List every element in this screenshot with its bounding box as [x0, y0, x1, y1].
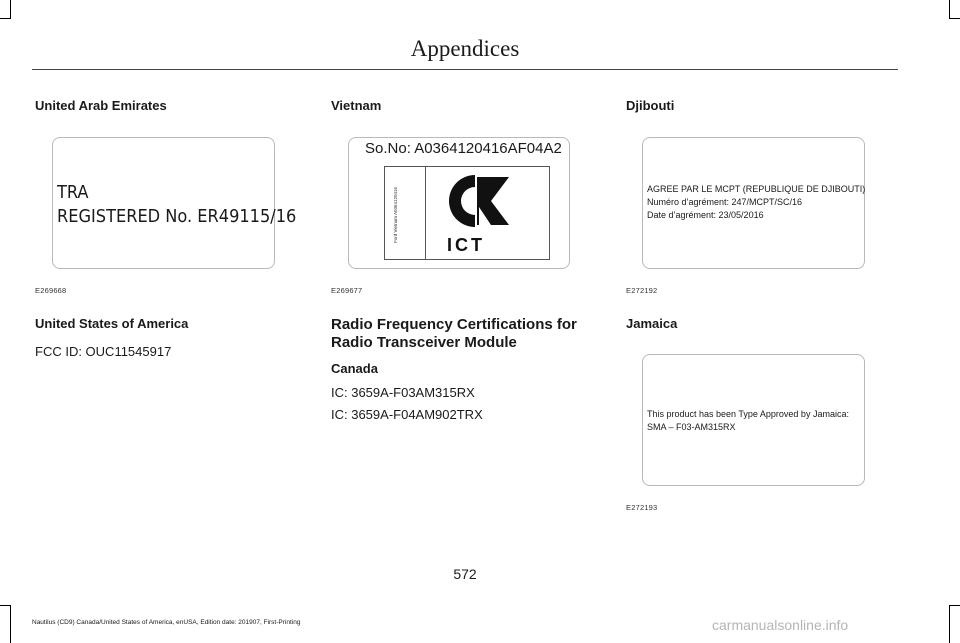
djibouti-figure-id: E272192 [626, 286, 658, 295]
vietnam-title: Vietnam [331, 98, 382, 113]
djibouti-title: Djibouti [626, 98, 675, 113]
uae-label-figure [52, 137, 297, 269]
djibouti-line-1: AGREE PAR LE MCPT (REPUBLIQUE DE DJIBOUTI) [647, 184, 866, 194]
uae-label-line-1: TRA [57, 182, 89, 203]
vietnam-figure-id: E269677 [331, 286, 363, 295]
usa-fcc-id: FCC ID: OUC11545917 [35, 344, 172, 359]
watermark-text: carmanualsonline.info [712, 617, 849, 633]
jamaica-line-1: This product has been Type Approved by Jamaica: [647, 409, 849, 419]
canada-ic-1: IC: 3659A-F03AM315RX [331, 385, 475, 400]
uae-title: United Arab Emirates [35, 98, 167, 113]
ict-logo-text: ICT [447, 235, 485, 255]
crop-mark-br-h [949, 605, 960, 606]
djibouti-line-2: Numéro d’agrément: 247/MCPT/SC/16 [647, 197, 803, 207]
crop-mark-tl-v [10, 0, 11, 18]
footer-edition-text: Nautilus (CD9) Canada/United States of America, enUSA, Edition date: 201907, First-Printing [32, 619, 301, 626]
jamaica-label-figure [642, 354, 865, 486]
crop-mark-br-v [949, 605, 950, 643]
ict-logo [384, 166, 550, 260]
uae-label-line-2: REGISTERED No. ER49115/16 [57, 206, 297, 227]
jamaica-title: Jamaica [626, 316, 678, 331]
crop-mark-bl-v [10, 605, 11, 643]
header-divider [32, 69, 898, 70]
vietnam-label-figure [348, 137, 570, 269]
jamaica-figure-id: E272193 [626, 503, 658, 512]
ict-cr-mark-icon [435, 171, 515, 231]
djibouti-line-3: Date d’agrément: 23/05/2016 [647, 210, 764, 220]
djibouti-label-figure [642, 137, 865, 269]
canada-title: Canada [331, 361, 378, 376]
ict-vertical-text: Ford Vietnam A0364120416 [393, 187, 398, 243]
vietnam-so-no: So.No: A0364120416AF04A2 [365, 140, 562, 157]
canada-ic-2: IC: 3659A-F04AM902TRX [331, 407, 483, 422]
jamaica-line-2: SMA – F03-AM315RX [647, 422, 736, 432]
uae-figure-id: E269668 [35, 286, 67, 295]
rfc-heading: Radio Frequency Certifications for Radio Transceiver Module [331, 316, 577, 351]
page-title: Appendices [410, 36, 520, 61]
crop-mark-bl-h [0, 605, 11, 606]
page-number: 572 [453, 566, 477, 582]
crop-mark-tl-h [0, 18, 11, 19]
usa-title: United States of America [35, 316, 189, 331]
crop-mark-tr-v [949, 0, 950, 18]
crop-mark-tr-h [949, 18, 960, 19]
